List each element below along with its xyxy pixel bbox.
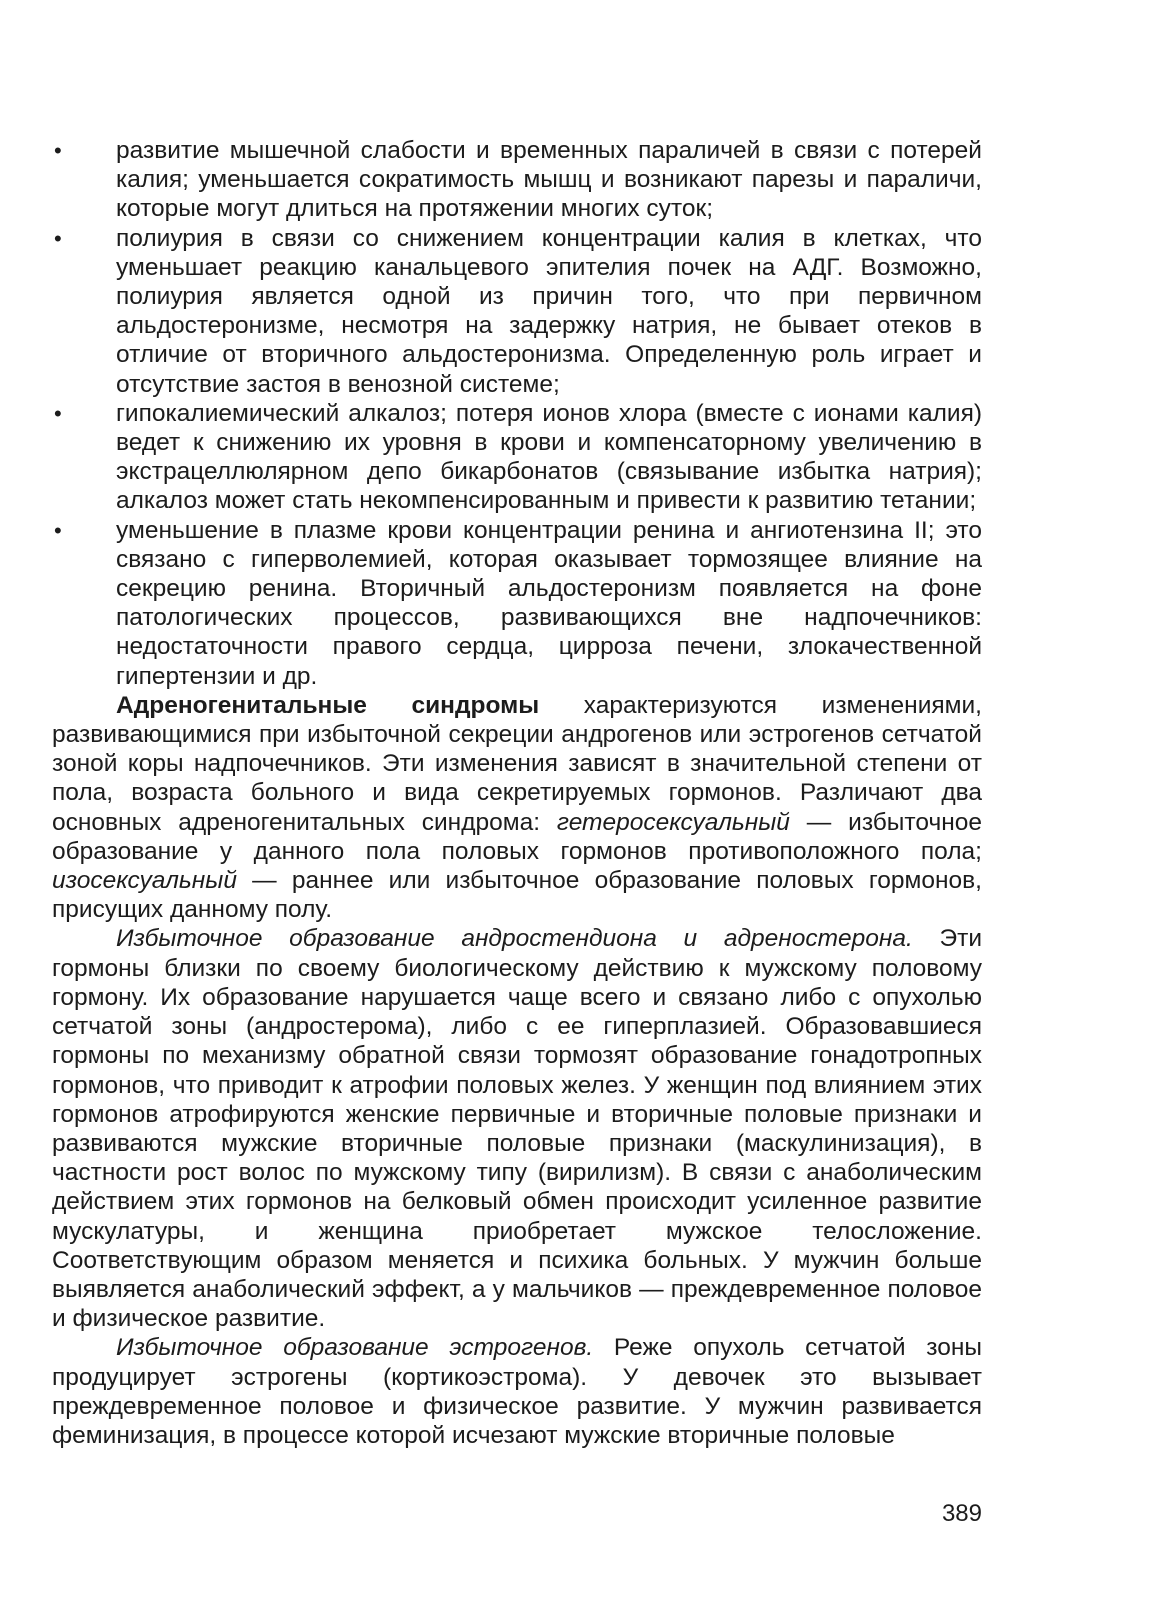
bullet-icon: •	[54, 400, 62, 426]
list-item	[52, 399, 982, 516]
page-body	[52, 136, 982, 1450]
bullet-icon: •	[54, 225, 62, 251]
estrogens-text: Реже опухоль сетчатой зоны продуцирует эстрогены (кортикоэстрома). У девочек это вызывает преждевременное половое и физическое развитие. У мужчин развивается феминизация, в процессе которой исчезают мужские вторичные половые	[52, 1334, 982, 1449]
list-item	[52, 516, 982, 691]
adrenogenital-text-2: — избыточное образование у данного пола половых гормонов противоположного пола;	[52, 808, 982, 865]
page-number: 389	[941, 1500, 982, 1527]
bullet-icon: •	[54, 138, 62, 163]
list-item-text: полиурия в связи со снижением концентрации калия в клетках, что уменьшает реакцию канальцевого эпителия почек на АДГ. Возможно, полиурия является одной из причин того, что при первичном альдостеронизме, несмотря на задержку натрия, не бывает отеков в отличие от вторичного альдостеронизма. Определенную роль играет и отсутствие застоя в венозной системе;	[116, 224, 982, 398]
list-item	[52, 136, 982, 224]
term-isosexual: изосексуальный	[52, 867, 237, 895]
bullet-list	[52, 136, 982, 691]
list-item	[52, 224, 982, 399]
androgens-paragraph	[52, 924, 982, 1333]
list-item-text: развитие мышечной слабости и временных параличей в связи с потерей калия; уменьшается сократимость мышц и возникают парезы и параличи, которые могут длиться на протяжении многих суток;	[116, 137, 982, 223]
androgens-text: Эти гормоны близки по своему биологическому действию к мужскому половому гормону. Их образование нарушается чаще всего и связано либо с опухолью сетчатой зоны (андростерома), либо с ее гиперплазией. Образовавшиеся гормоны по механизму обратной связи тормозят образование гонадотропных гормонов, что приводит к атрофии половых желез. У женщин под влиянием этих гормонов атрофируются женские первичные и вторичные половые признаки и развиваются мужские вторичные половые признаки (маскулинизация), в частности рост волос по мужскому типу (вирилизм). В связи с анаболическим действием этих гормонов на белковый обмен происходит усиленное развитие мускулатуры, и женщина приобретает мужское телосложение. Соответствующим образом меняется и психика больных. У мужчин больше выявляется анаболический эффект, а у мальчиков — преждевременное половое и физическое развитие.	[52, 925, 983, 1333]
term-heterosexual: гетеросексуальный	[556, 808, 790, 836]
adrenogenital-text-3: — раннее или избыточное образование половых гормонов, присущих данному полу.	[52, 867, 982, 924]
list-item-text: уменьшение в плазме крови концентрации ренина и ангиотензина II; это связано с гиперволемией, которая оказывает тормозящее влияние на секрецию ренина. Вторичный альдостеронизм появляется на фоне патологических процессов, развивающихся вне надпочечников: недостаточности правого сердца, цирроза печени, злокачественной гипертензии и др.	[116, 516, 982, 690]
androgens-heading: Избыточное образование андростендиона и адреностерона.	[116, 925, 913, 953]
adrenogenital-text-1: характеризуются изменениями, развивающимися при избыточной секреции андрогенов или эстрогенов сетчатой зоной коры надпочечников. Эти изменения зависят в значительной степени от пола, возраста больного и вида секретируемых гормонов. Различают два основных адреногенитальных синдрома:	[52, 691, 982, 836]
adrenogenital-paragraph	[52, 691, 982, 925]
list-item-text: гипокалиемический алкалоз; потеря ионов хлора (вместе с ионами калия) ведет к снижению их уровня в крови и компенсаторному увеличению в экстрацеллюлярном депо бикарбонатов (связывание избытка натрия); алкалоз может стать некомпенсированным и привести к развитию тетании;	[116, 399, 982, 515]
estrogens-heading: Избыточное образование эстрогенов.	[116, 1334, 594, 1362]
adrenogenital-heading: Адреногенитальные синдромы	[116, 691, 540, 719]
bullet-icon: •	[54, 517, 62, 543]
estrogens-paragraph	[52, 1333, 982, 1450]
